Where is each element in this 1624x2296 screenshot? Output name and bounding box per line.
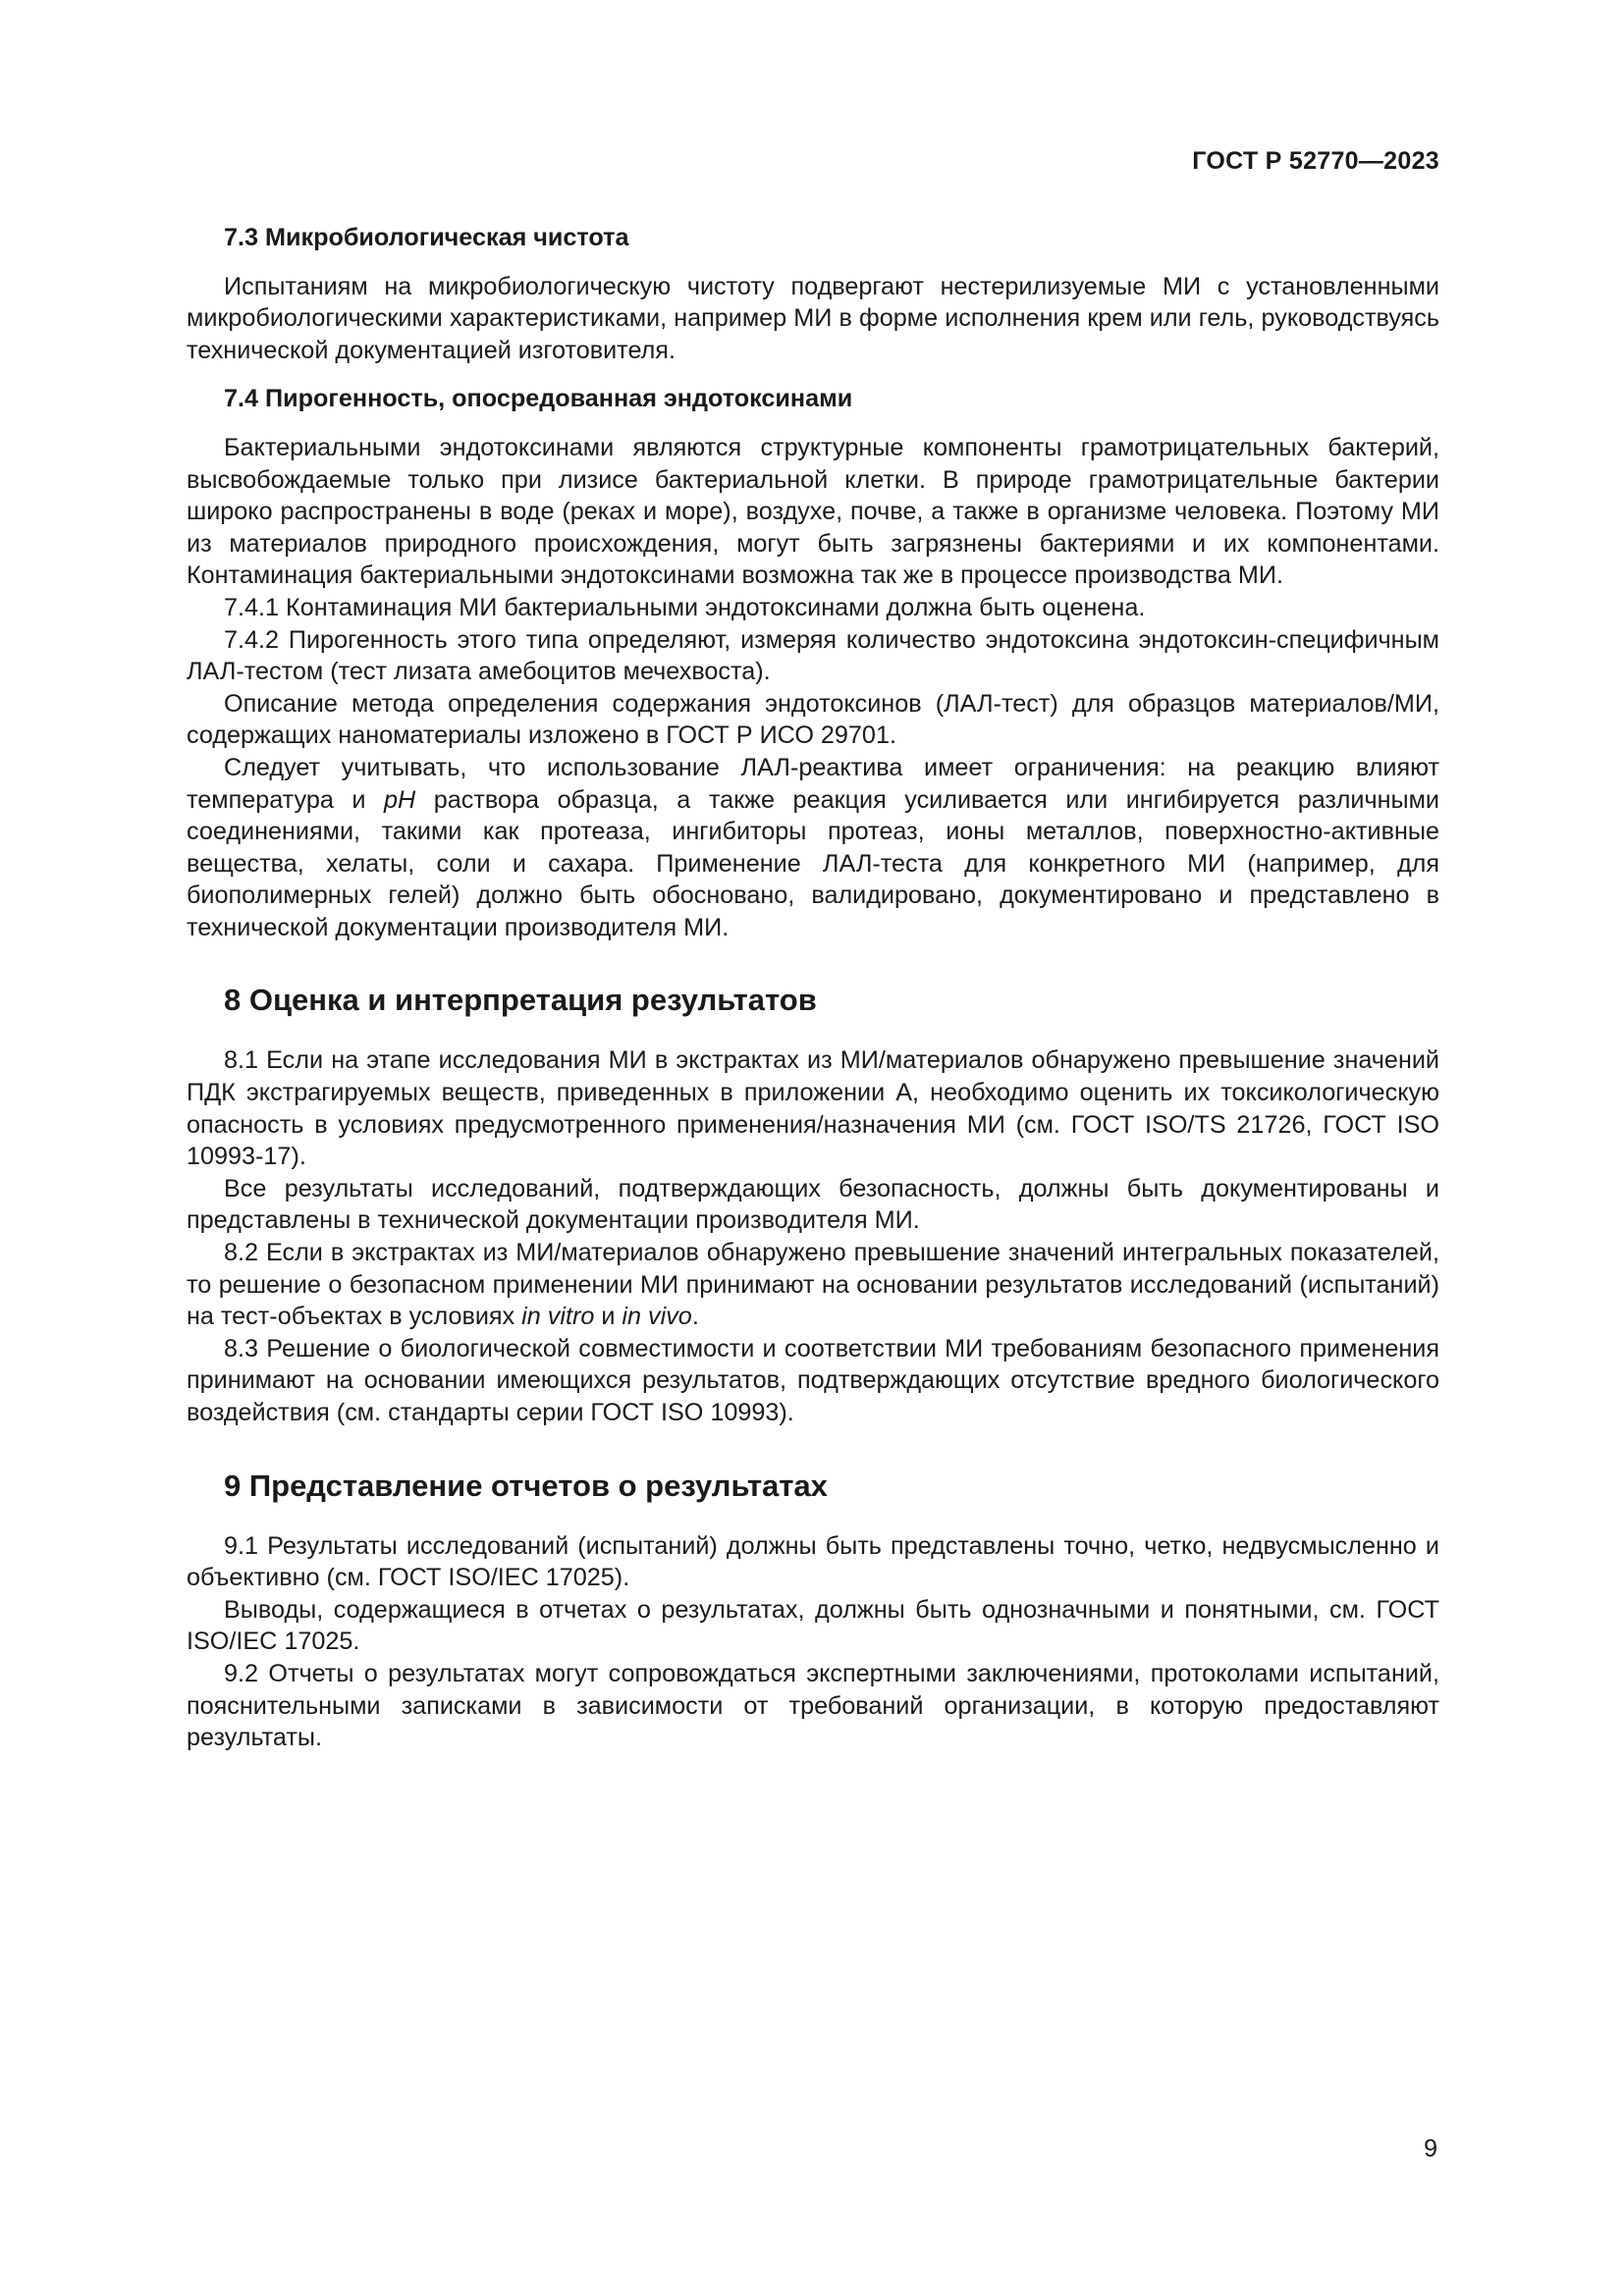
text-run: Следует учитывать, что использование ЛАЛ-реактива имеет ограничения: на реакцию влияют температура и bbox=[187, 753, 1439, 814]
paragraph-7-4-intro: Бактериальными эндотоксинами являются структурные компоненты грамотрицательных бактерий, высвобождаемые только при лизисе бактериальной клетки. В природе грамотрицательные бактерии широко распространены в воде (реках и море), воздухе, почве, а также в организме человека. Поэтому МИ из материалов природного происхождения, могут быть загрязнены бактериями и их компонентами. Контаминация бактериальными эндотоксинами возможна так же в процессе производства МИ. bbox=[187, 433, 1439, 590]
paragraph-8-3: 8.3 Решение о биологической совместимости и соответствии МИ требованиям безопасного применения принимают на основании имеющихся результатов, подтверждающих отсутствие вредного биологического воздействия (см. стандарты серии ГОСТ ISO 10993). bbox=[187, 1334, 1439, 1426]
in-vivo-term: in vivo bbox=[622, 1303, 692, 1331]
document-code: ГОСТ Р 52770—2023 bbox=[1192, 147, 1439, 175]
paragraph-9-1: 9.1 Результаты исследований (испытаний) должны быть представлены точно, четко, недвусмысленно и объективно (см. ГОСТ ISO/IEC 17025). bbox=[187, 1531, 1439, 1592]
paragraph-7-4-1: 7.4.1 Контаминация МИ бактериальными эндотоксинами должна быть оценена. bbox=[224, 593, 1146, 621]
paragraph-7-4-limitations bbox=[187, 752, 1439, 944]
paragraph-8-2 bbox=[187, 1237, 1439, 1333]
paragraph-7-4-lal-method: Описание метода определения содержания эндотоксинов (ЛАЛ-тест) для образцов материалов/МИ, содержащих наноматериалы изложено в ГОСТ Р ИСО 29701. bbox=[187, 689, 1439, 750]
section-heading-8: 8 Оценка и интерпретация результатов bbox=[224, 983, 817, 1018]
paragraph-8-1: 8.1 Если на этапе исследования МИ в экстрактах из МИ/материалов обнаружено превышение значений ПДК экстрагируемых веществ, приведенных в приложении А, необходимо оценить их токсикологическую опасность в условиях предусмотренного применения/назначения МИ (см. ГОСТ ISO/TS 21726, ГОСТ ISO 10993-17). bbox=[187, 1046, 1439, 1171]
document-body bbox=[187, 222, 1439, 1754]
section-heading-9: 9 Представление отчетов о результатах bbox=[224, 1468, 828, 1503]
paragraph-9-2: 9.2 Отчеты о результатах могут сопровождаться экспертными заключениями, протоколами испытаний, пояснительными записками в зависимости от требований организации, в которую предоставляют результаты. bbox=[187, 1659, 1439, 1752]
text-run: . bbox=[691, 1303, 699, 1331]
text-run: и bbox=[594, 1303, 623, 1331]
subsection-heading-7-3: 7.3 Микробиологическая чистота bbox=[224, 224, 629, 251]
paragraph-9-1-conclusions: Выводы, содержащиеся в отчетах о результатах, должны быть однозначными и понятными, см. ГОСТ ISO/IEC 17025. bbox=[187, 1595, 1439, 1656]
page-number: 9 bbox=[1424, 2135, 1437, 2163]
text-run: раствора образца, а также реакция усиливается или ингибируется различными соединениями, такими как протеаза, ингибиторы протеаз, ионы металлов, поверхностно-активные вещества, хелаты, соли и сахара. Применение ЛАЛ-теста для конкретного МИ (например, для биополимерных гелей) должно быть обосновано, валидировано, документировано и представлено в технической документации производителя МИ. bbox=[187, 785, 1439, 941]
subsection-heading-7-4: 7.4 Пирогенность, опосредованная эндотоксинами bbox=[224, 385, 853, 413]
text-run: 8.2 Если в экстрактах из МИ/материалов обнаружено превышение значений интегральных показателей, то решение о безопасном применении МИ принимают на основании результатов исследований (испытаний) на тест-объектах в условиях bbox=[187, 1239, 1439, 1331]
ph-term: pH bbox=[384, 785, 416, 814]
in-vitro-term: in vitro bbox=[521, 1303, 595, 1331]
paragraph-7-3: Испытаниям на микробиологическую чистоту подвергают нестерилизуемые МИ с установленными микробиологическими характеристиками, например МИ в форме исполнения крем или гель, руководствуясь технической документацией изготовителя. bbox=[187, 272, 1439, 364]
paragraph-7-4-2: 7.4.2 Пирогенность этого типа определяют, измеряя количество эндотоксина эндотоксин-специфичным ЛАЛ-тестом (тест лизата амебоцитов мечехвоста). bbox=[187, 625, 1439, 686]
paragraph-8-1-results: Все результаты исследований, подтверждающих безопасность, должны быть документированы и представлены в технической документации производителя МИ. bbox=[187, 1174, 1439, 1235]
